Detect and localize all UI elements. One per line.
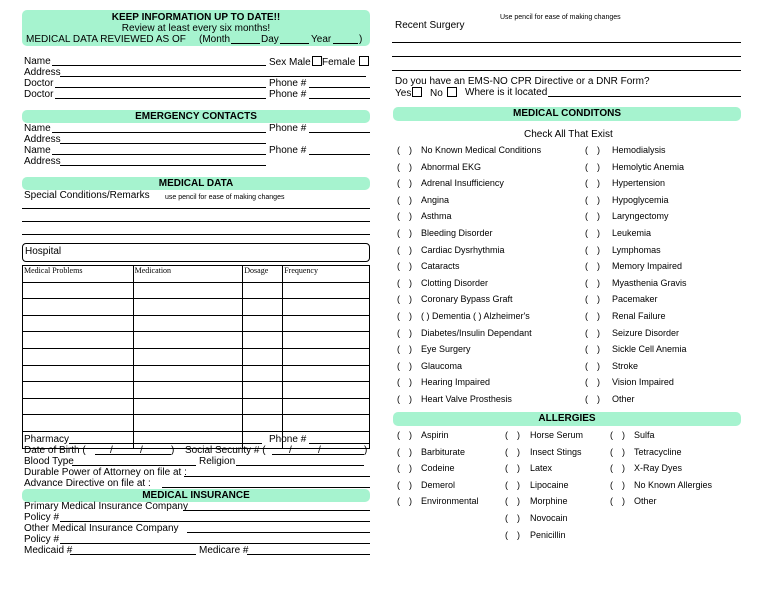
- checkbox-paren-close[interactable]: ): [597, 311, 600, 321]
- checkbox-paren-close[interactable]: ): [597, 161, 600, 172]
- emergency-name2-label: Name: [24, 145, 51, 156]
- table-header-row: [23, 266, 370, 283]
- checkbox-paren-close[interactable]: ): [622, 430, 625, 440]
- checkbox-paren-close[interactable]: ): [517, 496, 520, 507]
- condition-item: Myasthenia Gravis: [612, 277, 687, 288]
- female-checkbox[interactable]: [359, 56, 369, 66]
- recent-surgery-label: Recent Surgery: [395, 20, 465, 31]
- checkbox-paren-close[interactable]: ): [409, 360, 412, 371]
- table-row[interactable]: [23, 398, 370, 415]
- allergy-item: Aspirin: [421, 430, 449, 440]
- condition-item: Stroke: [612, 360, 639, 371]
- checkbox-paren-close[interactable]: ): [409, 430, 412, 440]
- primary-insurance-field[interactable]: [183, 510, 370, 511]
- emergency-name1-field[interactable]: [52, 132, 266, 133]
- condition-item: Heart Valve Prosthesis: [421, 394, 512, 404]
- sex-female-label: Female: [322, 56, 369, 68]
- checkbox-paren-open[interactable]: (: [585, 161, 588, 172]
- checkbox-paren-open[interactable]: (: [585, 327, 588, 338]
- checkbox-paren-open[interactable]: (: [397, 344, 400, 355]
- condition-item: Adrenal Insufficiency: [421, 178, 504, 189]
- checkbox-paren-close[interactable]: ): [597, 294, 600, 305]
- checkbox-paren-open[interactable]: (: [397, 311, 400, 321]
- dnr-yes-checkbox[interactable]: [412, 87, 422, 97]
- checkbox-paren-close[interactable]: ): [409, 344, 412, 355]
- update-subtitle: Review at least every six months!: [121, 23, 271, 34]
- dnr-where-field[interactable]: [548, 96, 741, 97]
- checkbox-paren-close[interactable]: ): [409, 178, 412, 189]
- col-header-dosage: Dosage: [243, 266, 283, 283]
- checkbox-paren-open[interactable]: (: [397, 261, 400, 272]
- surgery-line-1[interactable]: [392, 42, 741, 43]
- checkbox-paren-close[interactable]: ): [409, 277, 412, 288]
- policy1-label: Policy #: [24, 512, 60, 523]
- checkbox-paren-open[interactable]: (: [397, 360, 400, 371]
- table-row[interactable]: [23, 365, 370, 382]
- allergy-item: Morphine: [530, 496, 568, 507]
- checkbox-paren-open[interactable]: (: [585, 277, 588, 288]
- checkbox-paren-close[interactable]: ): [597, 377, 600, 388]
- emergency-phone1-label: Phone #: [269, 123, 307, 134]
- dob-field[interactable]: [95, 454, 171, 455]
- medications-table: [22, 265, 370, 449]
- checkbox-paren-open[interactable]: (: [610, 496, 613, 507]
- condition-item: Cardiac Dysrhythmia: [421, 244, 505, 255]
- checkbox-paren-close[interactable]: ): [517, 446, 520, 457]
- doctor1-field[interactable]: [55, 87, 266, 88]
- dnr-question: Do you have an EMS-NO CPR Directive or a DNR Form?: [395, 76, 650, 87]
- checkbox-paren-open[interactable]: (: [397, 145, 400, 155]
- col-header-frequency: Frequency: [283, 266, 370, 283]
- checkbox-paren-open[interactable]: (: [585, 394, 588, 404]
- medicaid-field[interactable]: [70, 554, 196, 555]
- dnr-where-label: Where is it located: [465, 87, 548, 98]
- condition-item: Other: [612, 394, 635, 404]
- checkbox-paren-open[interactable]: (: [397, 479, 400, 490]
- ssn-slash-1: /: [289, 445, 292, 456]
- hospital-field[interactable]: [22, 243, 370, 262]
- emergency-address1-label: Address: [24, 134, 61, 145]
- emergency-address2-field[interactable]: [60, 165, 266, 166]
- checkbox-paren-open[interactable]: (: [397, 294, 400, 305]
- checkbox-paren-open[interactable]: (: [610, 430, 613, 440]
- condition-item: Hypertension: [612, 178, 666, 189]
- reviewed-label: MEDICAL DATA REVIEWED AS OF: [26, 34, 186, 45]
- condition-item: Angina: [421, 194, 450, 205]
- advance-directive-field[interactable]: [162, 487, 370, 488]
- dob-label: Date of Birth (: [24, 445, 86, 456]
- table-row[interactable]: [23, 382, 370, 399]
- dnr-no-label: No: [430, 87, 457, 99]
- checkbox-paren-open[interactable]: (: [505, 529, 508, 540]
- checkbox-paren-close[interactable]: ): [622, 496, 625, 507]
- checkbox-paren-close[interactable]: ): [622, 446, 625, 457]
- religion-field[interactable]: [236, 465, 364, 466]
- checkbox-paren-close[interactable]: ): [597, 244, 600, 255]
- checkbox-paren-open[interactable]: (: [505, 496, 508, 507]
- condition-item: Abnormal EKG: [421, 161, 482, 172]
- allergy-item: Lipocaine: [530, 479, 569, 490]
- sex-male-label: Sex Male: [269, 56, 322, 68]
- checkbox-paren-open[interactable]: (: [397, 394, 400, 404]
- table-row[interactable]: [23, 299, 370, 316]
- checkbox-paren-close[interactable]: ): [597, 178, 600, 189]
- checkbox-paren-open[interactable]: (: [397, 446, 400, 457]
- address-field[interactable]: [60, 76, 366, 77]
- checkbox-paren-open[interactable]: (: [397, 496, 400, 507]
- condition-item: Asthma: [421, 211, 452, 222]
- emergency-phone1-field[interactable]: [309, 132, 370, 133]
- checkbox-paren-open[interactable]: (: [505, 430, 508, 440]
- pharmacy-phone-field[interactable]: [309, 443, 370, 444]
- checkbox-paren-close[interactable]: ): [597, 261, 600, 272]
- doctor2-label: Doctor: [24, 89, 54, 100]
- condition-item: Laryngectomy: [612, 211, 669, 222]
- table-row[interactable]: [23, 282, 370, 299]
- condition-item: No Known Medical Conditions: [421, 145, 542, 155]
- dob-slash-2: /: [140, 445, 143, 456]
- allergy-item: No Known Allergies: [634, 479, 713, 490]
- doctor2-phone-field[interactable]: [309, 98, 370, 99]
- allergy-item: Environmental: [421, 496, 479, 507]
- condition-item: Hearing Impaired: [421, 377, 491, 388]
- checkbox-paren-open[interactable]: (: [505, 446, 508, 457]
- policy2-field[interactable]: [60, 543, 370, 544]
- checkbox-paren-open[interactable]: (: [585, 211, 588, 222]
- dob-slash-1: /: [110, 445, 113, 456]
- emergency-address2-label: Address: [24, 156, 61, 167]
- checkbox-paren-close[interactable]: ): [517, 430, 520, 440]
- doctor1-label: Doctor: [24, 78, 54, 89]
- checkbox-paren-open[interactable]: (: [397, 244, 400, 255]
- checkbox-paren-close[interactable]: ): [409, 194, 412, 205]
- checkbox-paren-close[interactable]: ): [409, 145, 412, 155]
- ssn-close-paren: ): [364, 445, 368, 456]
- condition-item: Cataracts: [421, 261, 460, 272]
- blood-type-label: Blood Type: [24, 456, 74, 467]
- remarks-line-2[interactable]: [22, 221, 370, 222]
- checkbox-paren-open[interactable]: (: [397, 277, 400, 288]
- table-row[interactable]: [23, 415, 370, 432]
- checkbox-paren-close[interactable]: ): [597, 145, 600, 155]
- condition-item: Hemodialysis: [612, 145, 666, 155]
- allergy-item: Codeine: [421, 463, 455, 474]
- checkbox-paren-close[interactable]: ): [622, 463, 625, 474]
- checkbox-paren-open[interactable]: (: [397, 377, 400, 388]
- checkbox-paren-close[interactable]: ): [597, 277, 600, 288]
- review-day-label: Day: [261, 34, 279, 45]
- checkbox-paren-close[interactable]: ): [597, 327, 600, 338]
- condition-item: Clotting Disorder: [421, 277, 489, 288]
- table-row[interactable]: [23, 315, 370, 332]
- emergency-name2-field[interactable]: [52, 154, 266, 155]
- emergency-name1-label: Name: [24, 123, 51, 134]
- review-day-field[interactable]: [280, 43, 309, 44]
- blood-type-field[interactable]: [72, 465, 196, 466]
- checkbox-paren-open[interactable]: (: [585, 178, 588, 189]
- allergy-item: Demerol: [421, 479, 456, 490]
- checkbox-paren-open[interactable]: (: [610, 446, 613, 457]
- condition-item: Bleeding Disorder: [421, 228, 493, 238]
- checkbox-paren-open[interactable]: (: [397, 463, 400, 474]
- address-label: Address: [24, 67, 61, 78]
- condition-item: Hemolytic Anemia: [612, 161, 685, 172]
- condition-item: Vision Impaired: [612, 377, 674, 388]
- condition-item: Seizure Disorder: [612, 327, 680, 338]
- checkbox-paren-close[interactable]: ): [597, 228, 600, 238]
- doctor2-phone-label: Phone #: [269, 89, 307, 100]
- condition-item: Hypoglycemia: [612, 194, 669, 205]
- checkbox-paren-open[interactable]: (: [610, 479, 613, 490]
- medicaid-label: Medicaid #: [24, 545, 73, 556]
- checkbox-paren-close[interactable]: ): [597, 360, 600, 371]
- checkbox-paren-close[interactable]: ): [409, 228, 412, 238]
- checkbox-paren-close[interactable]: ): [409, 446, 412, 457]
- medical-data-header: MEDICAL DATA: [22, 177, 370, 190]
- policy1-field[interactable]: [60, 521, 370, 522]
- review-year-label: Year: [311, 34, 332, 45]
- allergy-item: X-Ray Dyes: [634, 463, 683, 474]
- checkbox-paren-close[interactable]: ): [622, 479, 625, 490]
- checkbox-paren-close[interactable]: ): [409, 311, 412, 321]
- allergy-item: Insect Stings: [530, 446, 582, 457]
- emergency-contacts-header: EMERGENCY CONTACTS: [22, 110, 370, 123]
- condition-item: Lymphomas: [612, 244, 661, 255]
- checkbox-paren-close[interactable]: ): [409, 479, 412, 490]
- condition-item: Coronary Bypass Graft: [421, 294, 513, 305]
- emergency-phone2-field[interactable]: [309, 154, 370, 155]
- ssn-label: Social Security # (: [185, 445, 266, 456]
- checkbox-paren-close[interactable]: ): [409, 294, 412, 305]
- col-header-problems: Medical Problems: [23, 266, 134, 283]
- checkbox-paren-open[interactable]: (: [397, 228, 400, 238]
- checkbox-paren-open[interactable]: (: [397, 178, 400, 189]
- checkbox-paren-close[interactable]: ): [409, 327, 412, 338]
- checkbox-paren-close[interactable]: ): [597, 211, 600, 222]
- checkbox-paren-close[interactable]: ): [597, 344, 600, 355]
- checkbox-paren-open[interactable]: (: [585, 344, 588, 355]
- allergy-item: Latex: [530, 463, 553, 474]
- checkbox-paren-close[interactable]: ): [517, 529, 520, 540]
- checkbox-paren-open[interactable]: (: [585, 360, 588, 371]
- checkbox-paren-open[interactable]: (: [397, 194, 400, 205]
- surgery-line-2[interactable]: [392, 56, 741, 57]
- allergies-header: ALLERGIES: [393, 412, 741, 426]
- dob-close-paren: ): [171, 445, 175, 456]
- review-month-field[interactable]: [231, 43, 260, 44]
- checkbox-paren-open[interactable]: (: [397, 430, 400, 440]
- ssn-slash-2: /: [318, 445, 321, 456]
- pencil-note-left: use pencil for ease of making changes: [165, 194, 285, 201]
- checkbox-paren-open[interactable]: (: [610, 463, 613, 474]
- checkbox-paren-close[interactable]: ): [409, 261, 412, 272]
- dnr-yes-label: Yes: [395, 87, 422, 99]
- doctor1-phone-label: Phone #: [269, 78, 307, 89]
- allergy-item: Novocain: [530, 513, 568, 523]
- condition-item: ( ) Dementia ( ) Alzheimer's: [421, 311, 530, 321]
- medical-insurance-header: MEDICAL INSURANCE: [22, 489, 370, 502]
- review-year-field[interactable]: [333, 43, 358, 44]
- review-close-paren: ): [359, 34, 363, 45]
- emergency-address1-field[interactable]: [60, 143, 266, 144]
- checkbox-paren-open[interactable]: (: [397, 161, 400, 172]
- checkbox-paren-open[interactable]: (: [585, 261, 588, 272]
- doctor1-phone-field[interactable]: [309, 87, 370, 88]
- poa-label: Durable Power of Attorney on file at :: [24, 467, 187, 478]
- checkbox-paren-close[interactable]: ): [517, 463, 520, 474]
- pharmacy-field[interactable]: [69, 443, 262, 444]
- checkbox-paren-close[interactable]: ): [597, 394, 600, 404]
- condition-item: Leukemia: [612, 228, 652, 238]
- emergency-phone2-label: Phone #: [269, 145, 307, 156]
- other-insurance-field[interactable]: [187, 532, 370, 533]
- condition-item: Glaucoma: [421, 360, 463, 371]
- surgery-line-3[interactable]: [392, 70, 741, 71]
- condition-item: Eye Surgery: [421, 344, 471, 355]
- checkbox-paren-close[interactable]: ): [409, 377, 412, 388]
- update-title: KEEP INFORMATION UP TO DATE!!: [111, 12, 281, 23]
- checkbox-paren-open[interactable]: (: [505, 463, 508, 474]
- checkbox-paren-open[interactable]: (: [505, 513, 508, 523]
- special-conditions-label: Special Conditions/Remarks: [24, 190, 150, 201]
- checkbox-paren-open[interactable]: (: [585, 377, 588, 388]
- checkbox-paren-close[interactable]: ): [409, 161, 412, 172]
- review-month-label: (Month: [199, 34, 231, 45]
- checkbox-paren-open[interactable]: (: [397, 211, 400, 222]
- checkbox-paren-open[interactable]: (: [585, 244, 588, 255]
- pharmacy-phone-label: Phone #: [269, 434, 307, 445]
- table-row[interactable]: [23, 332, 370, 349]
- pencil-note-right: Use pencil for ease of making changes: [500, 14, 621, 21]
- doctor2-field[interactable]: [55, 98, 266, 99]
- checkbox-paren-close[interactable]: ): [409, 496, 412, 507]
- remarks-line-3[interactable]: [22, 234, 370, 235]
- policy2-label: Policy #: [24, 534, 60, 545]
- checkbox-paren-close[interactable]: ): [409, 211, 412, 222]
- conditions-subtitle: Check All That Exist: [524, 129, 613, 140]
- male-checkbox[interactable]: [312, 56, 322, 66]
- allergy-item: Penicillin: [530, 529, 566, 540]
- checkbox-paren-close[interactable]: ): [517, 513, 520, 523]
- primary-insurance-label: Primary Medical Insurance Company: [24, 501, 188, 512]
- medicare-label: Medicare #: [199, 545, 249, 556]
- checkbox-paren-open[interactable]: (: [585, 145, 588, 155]
- checkbox-paren-open[interactable]: (: [585, 311, 588, 321]
- checkbox-paren-open[interactable]: (: [397, 327, 400, 338]
- allergy-item: Sulfa: [634, 430, 655, 440]
- religion-label: Religion: [199, 456, 236, 467]
- checkbox-paren-open[interactable]: (: [505, 479, 508, 490]
- checkbox-paren-open[interactable]: (: [585, 194, 588, 205]
- allergy-item: Horse Serum: [530, 430, 584, 440]
- checkbox-paren-open[interactable]: (: [585, 228, 588, 238]
- condition-item: Renal Failure: [612, 311, 666, 321]
- checkbox-paren-close[interactable]: ): [409, 244, 412, 255]
- poa-field[interactable]: [184, 476, 370, 477]
- checkbox-paren-close[interactable]: ): [409, 463, 412, 474]
- checkbox-paren-close[interactable]: ): [517, 479, 520, 490]
- allergy-item: Other: [634, 496, 657, 507]
- condition-item: Pacemaker: [612, 294, 658, 305]
- pharmacy-label: Pharmacy: [24, 434, 70, 445]
- checkbox-paren-close[interactable]: ): [597, 194, 600, 205]
- medical-conditions-header: MEDICAL CONDITONS: [393, 107, 741, 121]
- condition-item: Sickle Cell Anemia: [612, 344, 687, 355]
- remarks-line-1[interactable]: [22, 208, 370, 209]
- allergy-item: Barbiturate: [421, 446, 466, 457]
- hospital-label: Hospital: [25, 246, 62, 257]
- condition-item: Diabetes/Insulin Dependant: [421, 327, 532, 338]
- table-row[interactable]: [23, 348, 370, 365]
- advance-directive-label: Advance Directive on file at :: [24, 478, 151, 489]
- dnr-no-checkbox[interactable]: [447, 87, 457, 97]
- condition-item: Memory Impaired: [612, 261, 683, 272]
- name-label: Name: [24, 56, 51, 67]
- col-header-medication: Medication: [133, 266, 243, 283]
- other-insurance-label: Other Medical Insurance Company: [24, 523, 179, 534]
- name-field[interactable]: [52, 65, 266, 66]
- checkbox-paren-open[interactable]: (: [585, 294, 588, 305]
- allergy-item: Tetracycline: [634, 446, 682, 457]
- medicare-field[interactable]: [247, 554, 370, 555]
- checkbox-paren-close[interactable]: ): [409, 394, 412, 404]
